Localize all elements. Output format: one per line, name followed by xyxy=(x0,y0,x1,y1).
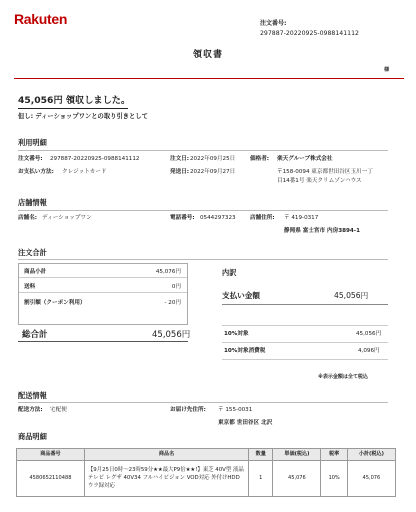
item-unit-price: 45,076 xyxy=(273,460,321,496)
pay-amount-label: 支払い金額 xyxy=(222,291,260,300)
shipping-value: 0円 xyxy=(171,284,181,290)
col-item-name: 商品名 xyxy=(84,449,248,461)
ship-date: 2022年09月27日 xyxy=(190,169,236,175)
delivery-divider xyxy=(18,402,388,403)
received-amount: 45,056円 領収しました。 xyxy=(18,95,131,106)
ship-date-label: 発送日: xyxy=(170,169,190,175)
store-address: 静岡県 富士宮市 内房3894-1 xyxy=(284,228,361,234)
discount-label: 割引額（クーポン利用） xyxy=(24,300,86,306)
breakdown-row-divider-bottom xyxy=(222,359,388,360)
item-number: 4580652110488 xyxy=(17,460,85,496)
consumption-tax-value: 4,096円 xyxy=(358,348,380,354)
proviso: 但し: ディーショップワンとの取り引きとして xyxy=(18,113,148,120)
order-number: 297887-20220925-0988141112 xyxy=(260,30,359,37)
summary-row-subtotal xyxy=(19,266,187,278)
store-name: ディーショップワン xyxy=(42,215,92,221)
item-tax-rate: 10% xyxy=(321,460,347,496)
payment-method: クレジットカード xyxy=(62,169,107,175)
store-divider xyxy=(18,210,388,211)
rakuten-logo: Rakuten xyxy=(14,11,68,27)
delivery-method: 宅配便 xyxy=(50,407,67,413)
header-divider xyxy=(14,78,404,79)
delivery-address-label: お届け先住所: xyxy=(170,407,206,413)
table-row xyxy=(17,460,396,496)
delivery-method-label: 配送方法: xyxy=(18,407,43,413)
issuer-name: 楽天グループ株式会社 xyxy=(277,156,333,162)
document-title: 領収書 xyxy=(192,50,223,60)
issuer-address-line-1: 〒158-0094 東京都世田谷区玉川一丁 xyxy=(277,169,373,175)
honorific: 様 xyxy=(384,67,390,73)
delivery-heading: 配送情報 xyxy=(18,391,47,400)
store-address-label: 店舗住所: xyxy=(250,215,275,221)
store-phone-label: 電話番号: xyxy=(170,215,195,221)
store-phone: 0544297323 xyxy=(200,215,236,221)
col-tax-rate: 税率 xyxy=(321,449,347,461)
tax-included-note: ※表示金額は全て税込 xyxy=(318,374,368,380)
col-item-number: 商品番号 xyxy=(17,449,85,461)
order-total-heading: 注文合計 xyxy=(18,248,47,257)
subtotal-value: 45,076円 xyxy=(155,269,181,275)
issuer-address-line-2: 目14番1号 楽天クリムゾンハウス xyxy=(277,178,362,184)
consumption-tax-label: 10%対象消費税 xyxy=(224,348,266,354)
discount-value: - 20円 xyxy=(164,300,181,306)
usage-divider xyxy=(18,150,388,151)
item-quantity: 1 xyxy=(249,460,273,496)
col-quantity: 数量 xyxy=(249,449,273,461)
received-underline xyxy=(18,108,128,109)
usage-order-number-label: 注文番号: xyxy=(18,156,43,162)
grand-total-label: 総合計 xyxy=(22,330,48,340)
pay-amount-underline xyxy=(222,304,388,305)
breakdown-heading: 内訳 xyxy=(222,268,237,277)
tax-target-value: 45,056円 xyxy=(356,331,382,337)
issuer-label: 価格者: xyxy=(250,156,270,162)
items-header-row xyxy=(17,449,396,461)
breakdown-row-divider-mid xyxy=(222,342,388,343)
breakdown-row-divider-top xyxy=(222,325,388,326)
item-name: 【9月25日0時〜23時59分★★最大P9倍★★!】東芝 40V型 液晶テレビ レグザ 40V34 フルハイビジョン VOD対応 外付けHDD ウラ録対応 xyxy=(84,460,248,496)
store-heading: 店舗情報 xyxy=(18,198,47,207)
items-heading: 商品明細 xyxy=(18,432,47,441)
subtotal-label: 商品小計 xyxy=(24,269,47,275)
pay-amount-value: 45,056円 xyxy=(334,291,369,300)
delivery-address: 東京都 世田谷区 北沢 xyxy=(218,420,273,426)
payment-method-label: お支払い方法: xyxy=(18,169,54,175)
summary-row-shipping xyxy=(19,281,187,293)
summary-row-discount xyxy=(19,297,187,309)
col-unit-price: 単価(税込) xyxy=(273,449,321,461)
tax-target-label: 10%対象 xyxy=(224,331,249,337)
order-date: 2022年09月25日 xyxy=(190,156,236,162)
order-summary-box xyxy=(18,263,188,325)
usage-heading: 利用明細 xyxy=(18,138,47,147)
store-name-label: 店舗名: xyxy=(18,215,38,221)
order-date-label: 注文日: xyxy=(170,156,190,162)
order-total-divider xyxy=(18,259,388,260)
store-postal-code: 〒 419-0317 xyxy=(284,215,319,221)
item-subtotal: 45,076 xyxy=(347,460,395,496)
delivery-postal-code: 〒 155-0031 xyxy=(218,407,253,413)
items-table xyxy=(16,448,396,497)
shipping-label: 送料 xyxy=(24,284,36,290)
grand-total-underline xyxy=(18,341,188,342)
usage-order-number: 297887-20220925-0988141112 xyxy=(50,156,140,162)
grand-total-value: 45,056円 xyxy=(152,330,191,340)
order-number-label: 注文番号: xyxy=(260,20,287,27)
col-subtotal: 小計(税込) xyxy=(347,449,395,461)
